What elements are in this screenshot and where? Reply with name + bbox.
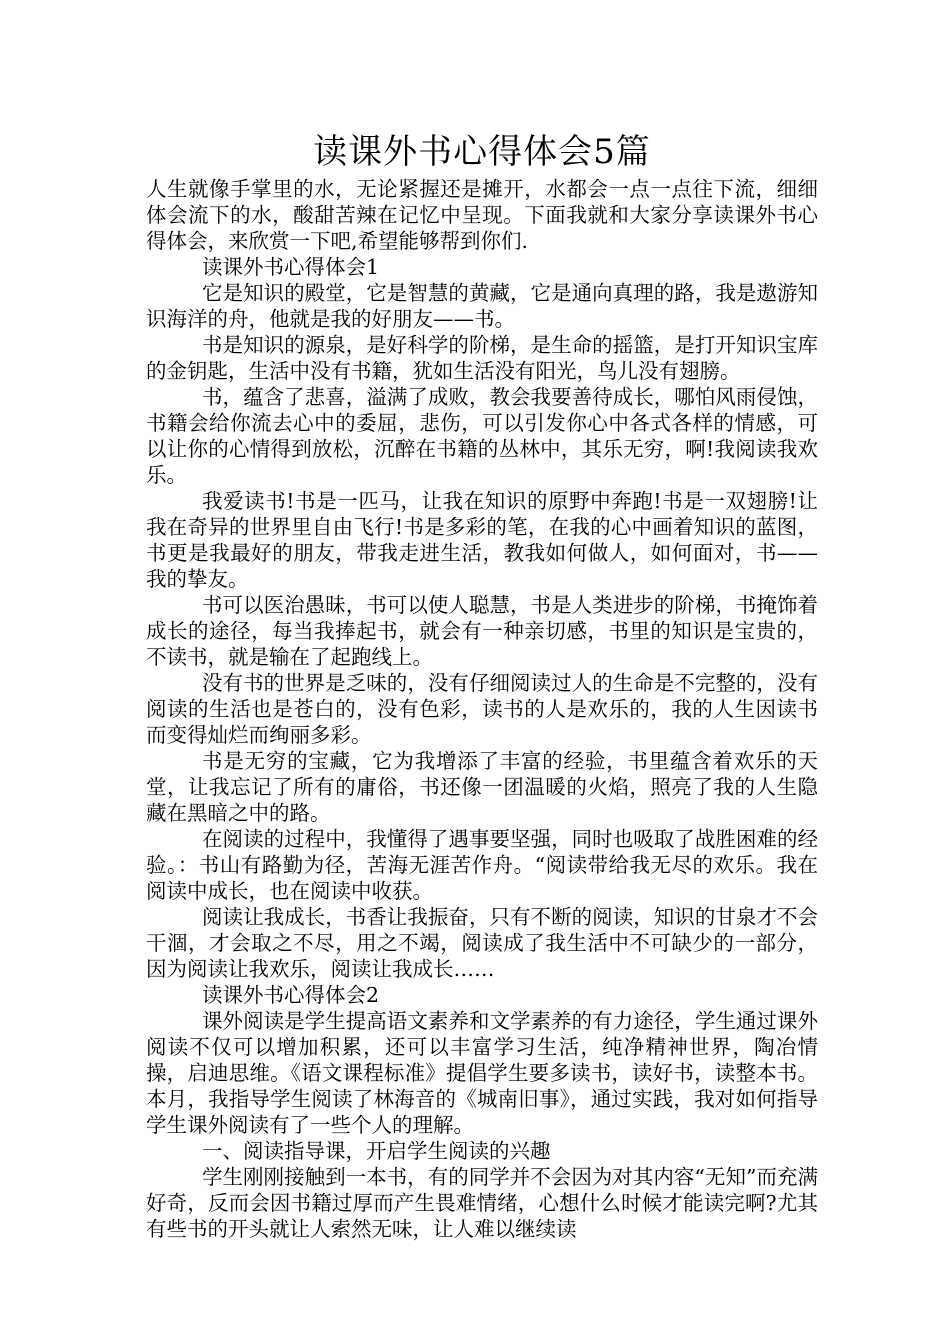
paragraph: 书是知识的源泉，是好科学的阶梯，是生命的摇篮，是打开知识宝库的金钥匙，生活中没有书籍，犹如生活没有阳光，鸟儿没有翅膀。 (146, 333, 818, 383)
paragraph: 书是无穷的宝藏，它为我增添了丰富的经验，书里蕴含着欢乐的天堂，让我忘记了所有的庸俗，书还像一团温暖的火焰，照亮了我的人生隐藏在黑暗之中的路。 (146, 749, 818, 825)
paragraph: 它是知识的殿堂，它是智慧的黄藏，它是通向真理的路，我是遨游知识海洋的舟，他就是我的好朋友——书。 (146, 281, 818, 331)
paragraph: 书，蕴含了悲喜，溢满了成败，教会我要善待成长，哪怕风雨侵蚀，书籍会给你流去心中的委屈，悲伤，可以引发你心中各式各样的情感，可以让你的心情得到放松，沉醉在书籍的丛林中，其乐无穷，啊!我阅读我欢乐。 (146, 385, 818, 487)
paragraph: 阅读让我成长，书香让我振奋，只有不断的阅读，知识的甘泉才不会干涸，才会取之不尽，用之不竭，阅读成了我生活中不可缺少的一部分，因为阅读让我欢乐，阅读让我成长…… (146, 905, 818, 981)
paragraph: 在阅读的过程中，我懂得了遇事要坚强，同时也吸取了战胜困难的经验。：书山有路勤为径，苦海无涯苦作舟。“阅读带给我无尽的欢乐。我在阅读中成长，也在阅读中收获。 (146, 827, 818, 903)
document-body (146, 176, 818, 1242)
section-heading: 读课外书心得体会1 (202, 255, 380, 279)
paragraph: 学生刚刚接触到一本书，有的同学并不会因为对其内容“无知”而充满好奇，反而会因书籍过厚而产生畏难情绪，心想什么时候才能读完啊?尤其有些书的开头就让人索然无味，让人难以继续读 (146, 1165, 818, 1241)
paragraph: 人生就像手掌里的水，无论紧握还是摊开，水都会一点一点往下流，细细体会流下的水，酸甜苦辣在记忆中呈现。下面我就和大家分享读课外书心得体会，来欣赏一下吧,希望能够帮到你们. (146, 177, 818, 253)
paragraph: 课外阅读是学生提高语文素养和文学素养的有力途径，学生通过课外阅读不仅可以增加积累，还可以丰富学习生活，纯净精神世界，陶冶情操，启迪思维。《语文课程标准》提倡学生要多读书，读好书，读整本书。本月，我指导学生阅读了林海音的《城南旧事》，通过实践，我对如何指导学生课外阅读有了一些个人的理解。 (146, 1009, 818, 1137)
section-heading: 一、阅读指导课，开启学生阅读的兴趣 (202, 1139, 551, 1163)
document-page (146, 128, 818, 1242)
section-heading: 读课外书心得体会2 (202, 983, 380, 1007)
document-title: 读课外书心得体会5篇 (313, 132, 651, 172)
paragraph: 没有书的世界是乏味的，没有仔细阅读过人的生命是不完整的，没有阅读的生活也是苍白的，没有色彩，读书的人是欢乐的，我的人生因读书而变得灿烂而绚丽多彩。 (146, 671, 818, 747)
paragraph: 我爱读书!书是一匹马，让我在知识的原野中奔跑!书是一双翅膀!让我在奇异的世界里自由飞行!书是多彩的笔，在我的心中画着知识的蓝图，书更是我最好的朋友，带我走进生活，教我如何做人，如何面对，书——我的挚友。 (146, 489, 818, 591)
paragraph: 书可以医治愚昧，书可以使人聪慧，书是人类进步的阶梯，书掩饰着成长的途径，每当我捧起书，就会有一种亲切感，书里的知识是宝贵的，不读书，就是输在了起跑线上。 (146, 593, 818, 669)
